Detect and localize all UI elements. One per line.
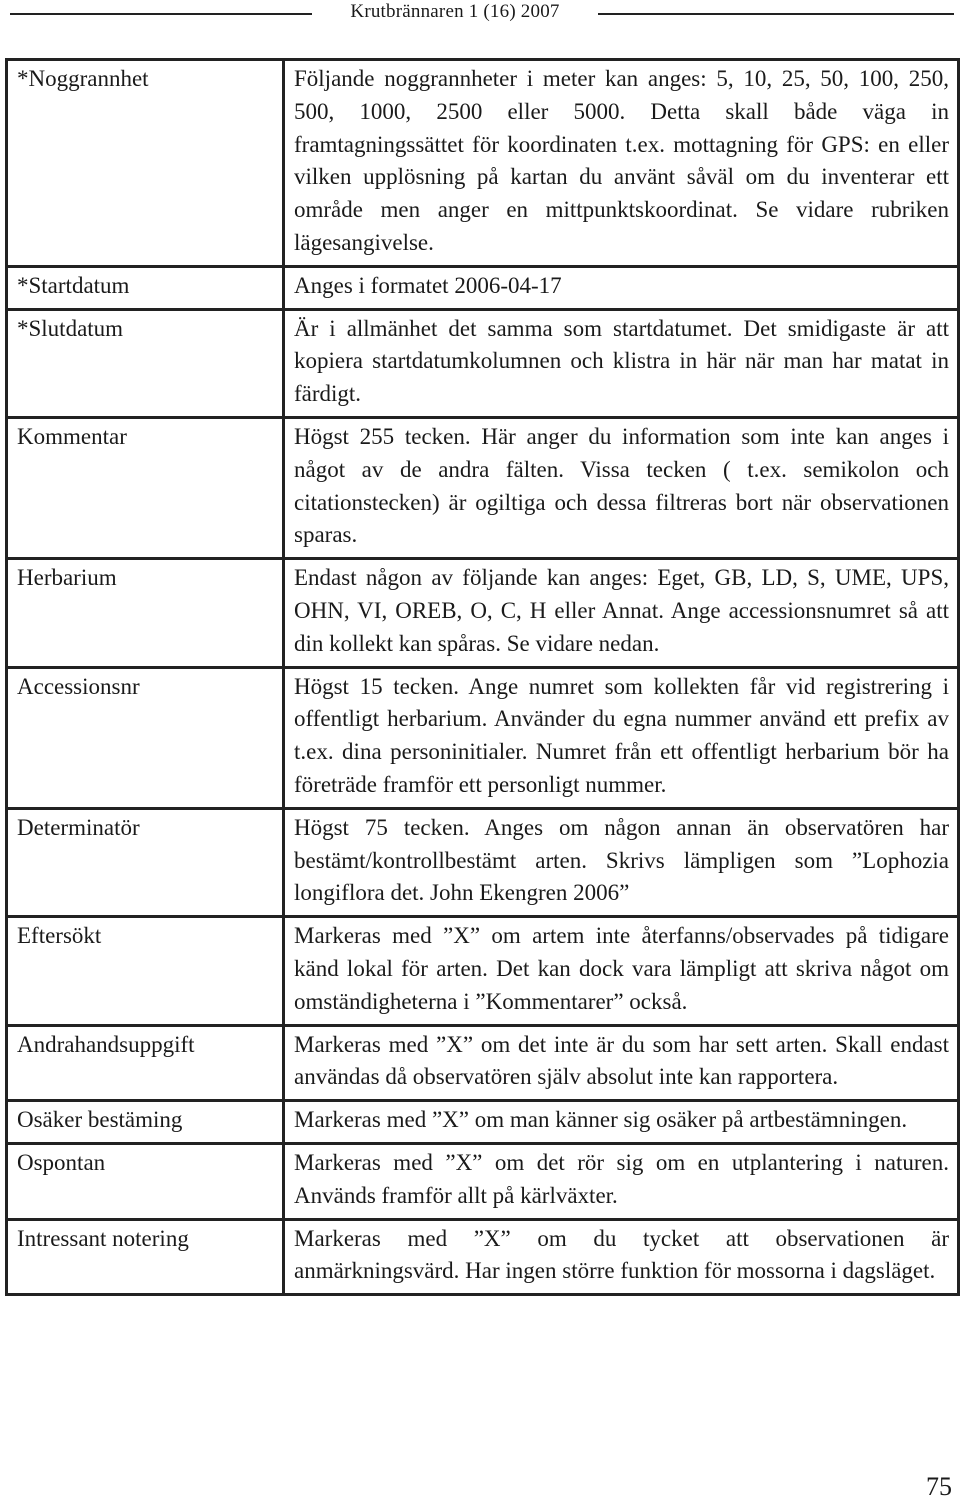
table-row <box>7 60 959 267</box>
field-name: Intressant notering <box>7 1219 284 1295</box>
field-name: Eftersökt <box>7 917 284 1025</box>
table-row <box>7 266 959 309</box>
table-row <box>7 1143 959 1219</box>
header-rule-right <box>598 13 954 15</box>
field-name: Kommentar <box>7 417 284 558</box>
field-description: Markeras med ”X” om det rör sig om en utplantering i naturen. Används framför allt på kärlväxter. <box>284 1143 959 1219</box>
page-number: 75 <box>926 1472 952 1501</box>
field-description: Högst 255 tecken. Här anger du information som inte kan anges i något av de andra fälten. Vissa tecken ( t.ex. semikolon och citationstecken) är ogiltiga och dessa filtreras bort när observationen sparas. <box>284 417 959 558</box>
field-name: *Startdatum <box>7 266 284 309</box>
field-description: Markeras med ”X” om du tycket att observationen är anmärkningsvärd. Har ingen större funktion för mossorna i dagsläget. <box>284 1219 959 1295</box>
table-row <box>7 1025 959 1101</box>
journal-title: Krutbrännaren 1 (16) 2007 <box>350 1 560 22</box>
field-description-table <box>5 58 960 1296</box>
field-name: Herbarium <box>7 559 284 667</box>
field-name: Ospontan <box>7 1143 284 1219</box>
header-rule-left <box>10 13 312 15</box>
table-row <box>7 559 959 667</box>
field-name: Accessionsnr <box>7 667 284 808</box>
table-row <box>7 1101 959 1144</box>
table-row <box>7 808 959 916</box>
field-name: *Noggrannhet <box>7 60 284 267</box>
field-name: Osäker bestäming <box>7 1101 284 1144</box>
field-description: Är i allmänhet det samma som startdatumet. Det smidigaste är att kopiera startdatumkolumnen och klistra in här när man har matat in färdigt. <box>284 309 959 417</box>
field-description: Högst 75 tecken. Anges om någon annan än observatören har bestämt/kontrollbestämt arten. Skrivs lämpligen som ”Lophozia longiflora det. John Ekengren 2006” <box>284 808 959 916</box>
field-name: *Slutdatum <box>7 309 284 417</box>
running-header <box>0 0 960 30</box>
field-description: Markeras med ”X” om det inte är du som har sett arten. Skall endast användas då observatören själv absolut inte kan rapportera. <box>284 1025 959 1101</box>
table-row <box>7 417 959 558</box>
field-description: Högst 15 tecken. Ange numret som kollekten får vid registrering i offentligt herbarium. Använder du egna nummer använd ett prefix av t.ex. dina personinitialer. Numret från ett offentligt herbarium bör ha företräde framför ett personligt nummer. <box>284 667 959 808</box>
table-row <box>7 1219 959 1295</box>
field-name: Andrahandsuppgift <box>7 1025 284 1101</box>
field-description: Anges i formatet 2006-04-17 <box>284 266 959 309</box>
table-row <box>7 309 959 417</box>
table-row <box>7 917 959 1025</box>
field-description: Följande noggrannheter i meter kan anges: 5, 10, 25, 50, 100, 250, 500, 1000, 2500 eller 5000. Detta skall både väga in framtagningssättet för koordinaten t.ex. mottagning för GPS: en eller vilken upplösning på kartan du använt såväl om du inventerar ett område men anger en mittpunktskoordinat. Se vidare rubriken lägesangivelse. <box>284 60 959 267</box>
field-name: Determinatör <box>7 808 284 916</box>
field-description: Endast någon av följande kan anges: Eget, GB, LD, S, UME, UPS, OHN, VI, OREB, O, C, H eller Annat. Ange accessionsnumret så att din kollekt kan spåras. Se vidare nedan. <box>284 559 959 667</box>
table-row <box>7 667 959 808</box>
field-description: Markeras med ”X” om man känner sig osäker på artbestämningen. <box>284 1101 959 1144</box>
field-description: Markeras med ”X” om artem inte återfanns/observades på tidigare känd lokal för arten. Det kan dock vara lämpligt att skriva något om omständigheterna i ”Kommentarer” också. <box>284 917 959 1025</box>
